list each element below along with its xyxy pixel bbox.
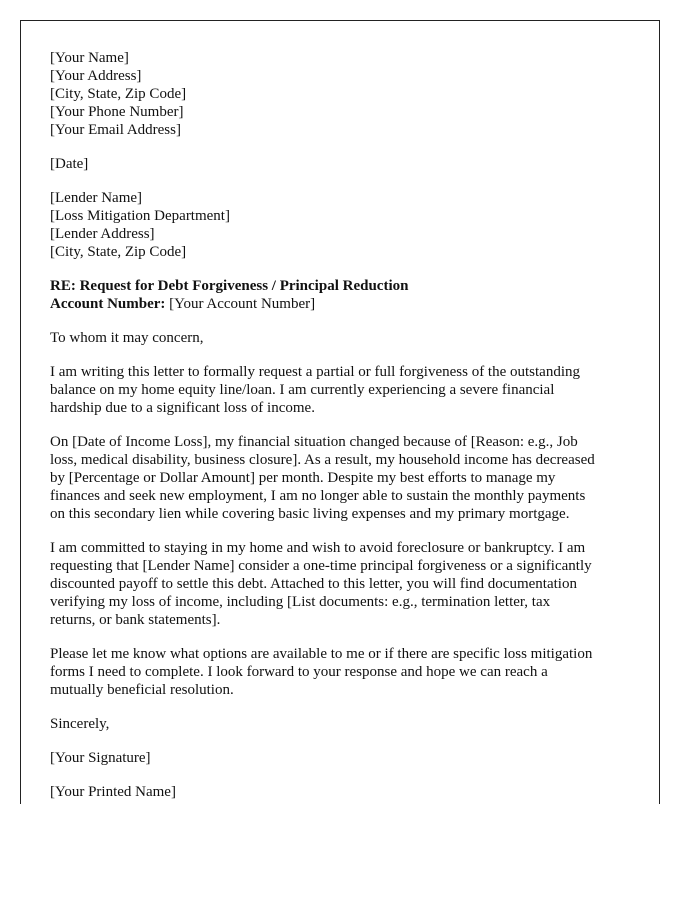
sender-name: [Your Name] xyxy=(50,50,129,66)
paragraph-line: balance on my home equity line/loan. I am currently experiencing a severe financial xyxy=(50,382,555,398)
printed-name: [Your Printed Name] xyxy=(50,784,176,800)
body-paragraph xyxy=(50,363,640,417)
recipient-city-state-zip: [City, State, Zip Code] xyxy=(50,244,187,260)
recipient-block xyxy=(50,189,640,261)
paragraph-line: verifying my loss of income, including [List documents: e.g., termination letter, tax xyxy=(50,594,551,610)
account-number-line xyxy=(50,295,640,313)
closing: Sincerely, xyxy=(50,716,110,732)
paragraph-line: I am writing this letter to formally request a partial or full forgiveness of the outstanding xyxy=(50,364,581,380)
letter-content xyxy=(50,49,640,817)
body-paragraph xyxy=(50,645,640,699)
paragraph-line: by [Percentage or Dollar Amount] per month. Despite my best efforts to manage my xyxy=(50,470,556,486)
paragraph-line: On [Date of Income Loss], my financial situation changed because of [Reason: e.g., Job xyxy=(50,434,578,450)
subject-block xyxy=(50,277,640,313)
paragraph-line: finances and seek new employment, I am no longer able to sustain the monthly payments xyxy=(50,488,586,504)
printed-name-block xyxy=(50,783,640,801)
sender-email: [Your Email Address] xyxy=(50,122,181,138)
salutation-block xyxy=(50,329,640,347)
letter-page xyxy=(20,20,660,804)
paragraph-line: I am committed to staying in my home and wish to avoid foreclosure or bankruptcy. I am xyxy=(50,540,586,556)
recipient-address: [Lender Address] xyxy=(50,226,155,242)
letter-date: [Date] xyxy=(50,156,89,172)
account-number-label: Account Number: xyxy=(50,296,166,312)
subject-re-text: RE: Request for Debt Forgiveness / Principal Reduction xyxy=(50,278,409,294)
body-paragraph xyxy=(50,539,640,629)
paragraph-line: loss, medical disability, business closure]. As a result, my household income has decreased xyxy=(50,452,595,468)
recipient-name: [Lender Name] xyxy=(50,190,143,206)
paragraph-line: forms I need to complete. I look forward to your response and hope we can reach a xyxy=(50,664,548,680)
sender-phone: [Your Phone Number] xyxy=(50,104,184,120)
paragraph-line: on this secondary lien while covering basic living expenses and my primary mortgage. xyxy=(50,506,570,522)
paragraph-line: mutually beneficial resolution. xyxy=(50,682,234,698)
sender-address: [Your Address] xyxy=(50,68,142,84)
sender-block xyxy=(50,49,640,139)
body-paragraphs xyxy=(50,363,640,699)
paragraph-line: hardship due to a significant loss of income. xyxy=(50,400,315,416)
date-block xyxy=(50,155,640,173)
paragraph-line: requesting that [Lender Name] consider a one-time principal forgiveness or a significantly xyxy=(50,558,592,574)
paragraph-line: returns, or bank statements]. xyxy=(50,612,221,628)
paragraph-line: discounted payoff to settle this debt. Attached to this letter, you will find documentation xyxy=(50,576,577,592)
closing-block xyxy=(50,715,640,733)
signature-block xyxy=(50,749,640,767)
body-paragraph xyxy=(50,433,640,523)
sender-city-state-zip: [City, State, Zip Code] xyxy=(50,86,187,102)
subject-line xyxy=(50,277,640,295)
account-number-value: [Your Account Number] xyxy=(165,296,316,312)
recipient-department: [Loss Mitigation Department] xyxy=(50,208,230,224)
signature-placeholder: [Your Signature] xyxy=(50,750,151,766)
salutation: To whom it may concern, xyxy=(50,330,204,346)
paragraph-line: Please let me know what options are available to me or if there are specific loss mitigation xyxy=(50,646,593,662)
